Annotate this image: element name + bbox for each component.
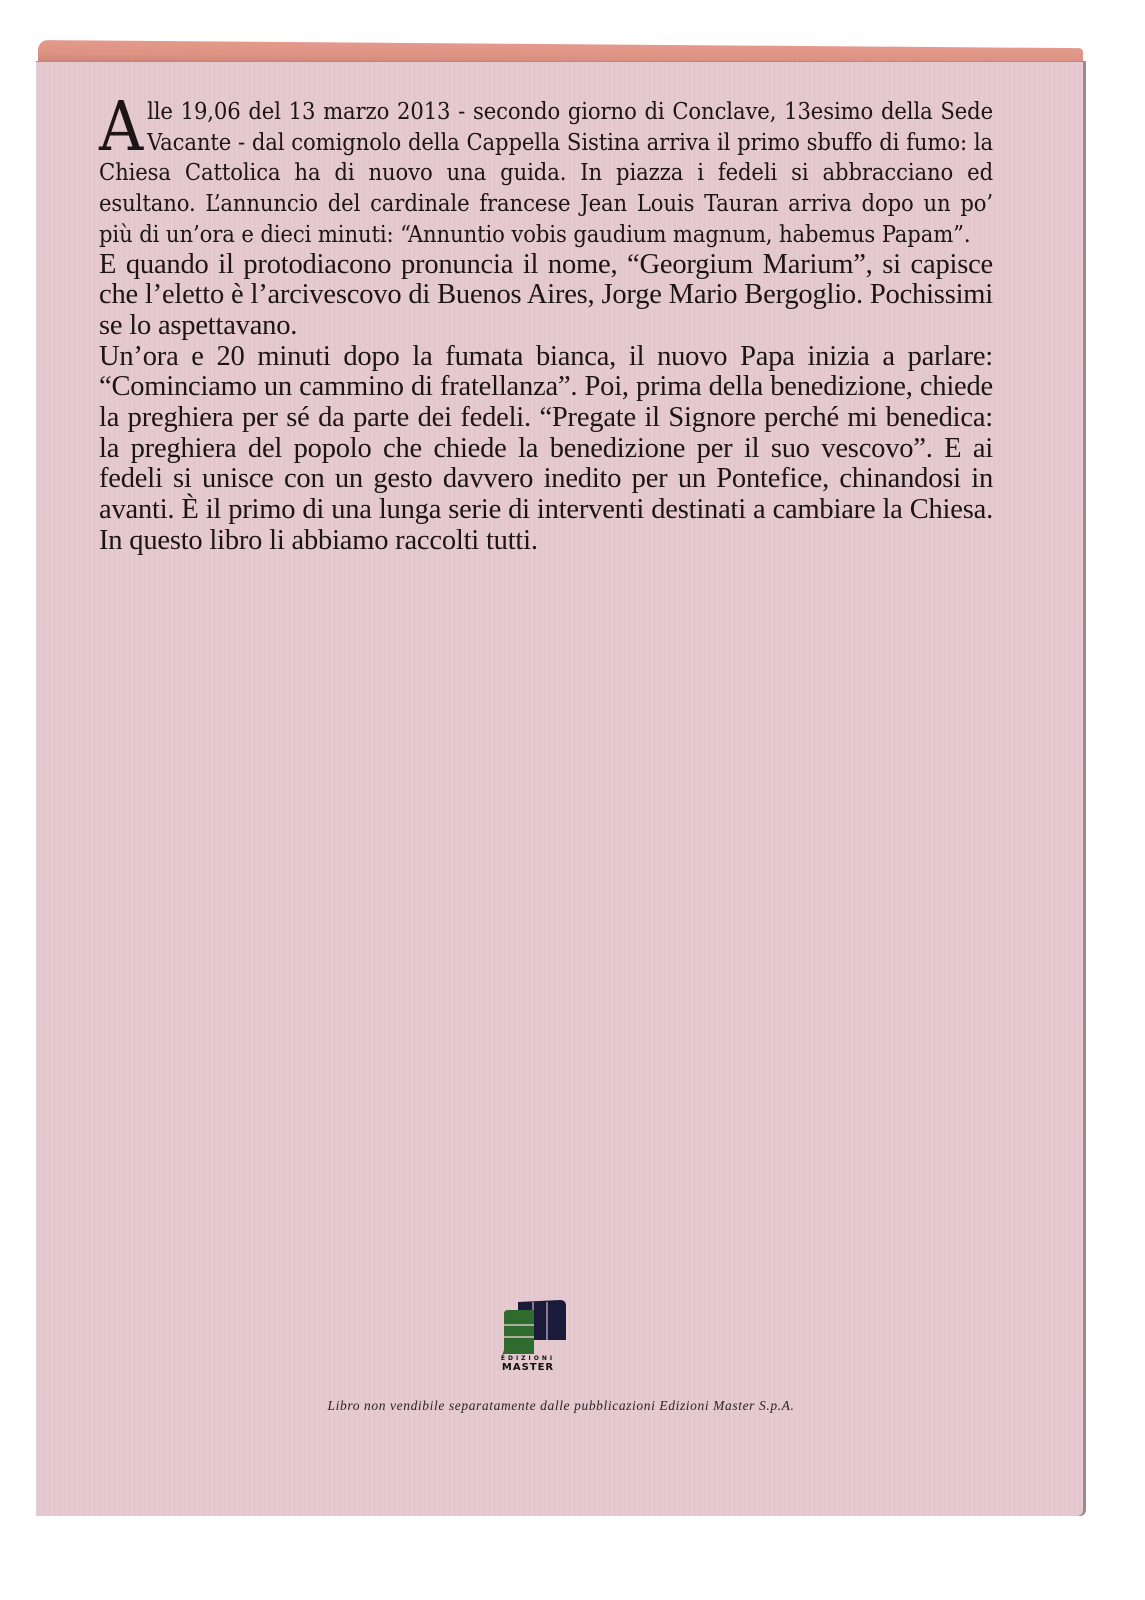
publisher-logo-line1: EDIZIONI [500, 1355, 556, 1362]
blurb-paragraph-1 [99, 88, 993, 250]
edizioni-master-logo-icon [490, 1290, 570, 1360]
blurb-paragraph-2: E quando il protodiacono pronuncia il nome, “Georgium Marium”, si capisce che l’eletto è l’arcivescovo di Buenos Aires, Jorge Mario Bergoglio. Pochissimi se lo aspettavano. [99, 248, 993, 341]
back-cover-blurb [99, 88, 993, 557]
blurb-paragraph-3: Un’ora e 20 minuti dopo la fumata bianca, il nuovo Papa inizia a parlare: “Cominciamo un cammino di fratellanza”. Poi, prima della benedizione, chiede la preghiera per sé da parte dei fedeli. “Pregate il Signore perché mi benedica: la preghiera del popolo che chiede la benedizione per il suo vescovo”. E ai fedeli si unisce con un gesto davvero inedito per un Pontefice, chinandosi in avanti. È il primo di una lunga serie di interventi destinati a cambiare la Chiesa. In questo libro li abbiamo raccolti tutti. [99, 340, 993, 556]
blurb-paragraph-1-text: lle 19,06 del 13 marzo 2013 - secondo giorno di Conclave, 13esimo della Sede Vacante - dal comignolo della Cappella Sistina arriva il primo sbuffo di fumo: la Chiesa Cattolica ha di nuovo una guida. In piazza i fedeli si abbracciano ed esultano. L’annuncio del cardinale francese Jean Louis Tauran arriva dopo un po’ più di un’ora e dieci minuti: “Annuntio vobis gaudium magnum, habemus Papam”. [99, 97, 993, 248]
publisher-logo-line2: MASTER [501, 1362, 555, 1373]
drop-cap: A [99, 88, 144, 167]
sales-disclaimer: Libro non vendibile separatamente dalle pubblicazioni Edizioni Master S.p.A. [327, 1398, 795, 1413]
